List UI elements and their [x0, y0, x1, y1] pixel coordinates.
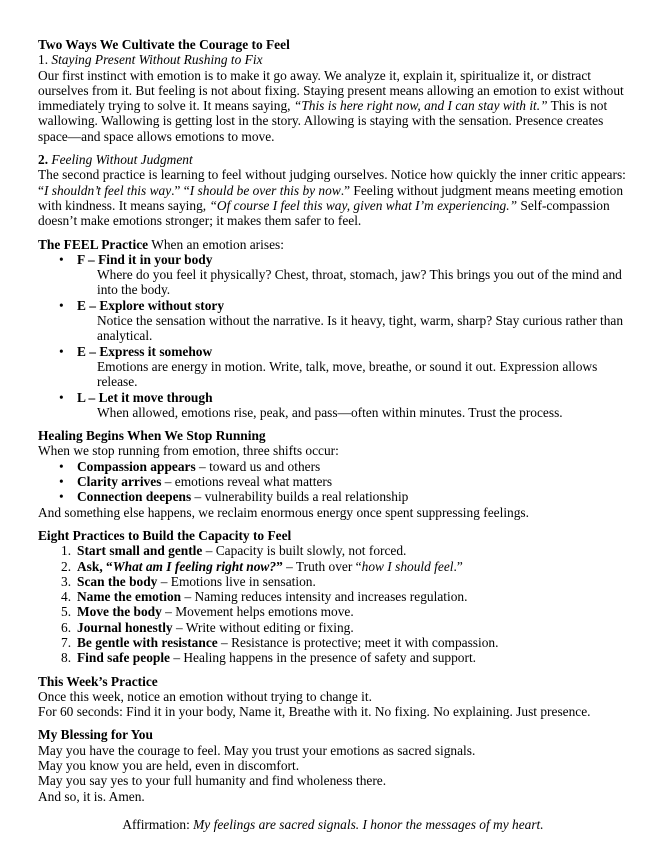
text-run: 3.: [61, 573, 72, 589]
text-run: 5.: [61, 604, 72, 620]
text-run: how I should feel: [361, 558, 454, 574]
text-run: .” “: [171, 182, 190, 198]
text-run: – Resistance is protective; meet it with compassion.: [217, 634, 499, 650]
paragraph-2: [38, 167, 628, 228]
list-item: [38, 459, 628, 474]
document-content: [38, 37, 628, 832]
blessing-line: May you know you are held, even in discomfort.: [38, 758, 300, 774]
list-item: [38, 474, 628, 489]
text-run: 2.: [38, 152, 49, 168]
text-run: Move the body: [77, 604, 162, 620]
text-run: Journal honestly: [77, 619, 173, 635]
text-run: My Blessing for You: [38, 727, 153, 743]
text-run: 6.: [61, 619, 72, 635]
text-run: Name the emotion: [77, 589, 182, 605]
healing-list: [38, 459, 628, 505]
text-run: 8.: [61, 650, 72, 666]
text-run: – emotions reveal what matters: [161, 474, 333, 490]
text-run: – vulnerability builds a real relationship: [191, 489, 409, 505]
list-item: [38, 589, 628, 604]
list-item: [38, 635, 628, 650]
text-run: 2.: [61, 558, 72, 574]
text-run: “This is here right now, and I can stay with it.”: [293, 98, 548, 114]
text-run: I shouldn’t feel this way: [43, 182, 172, 198]
text-run: Staying Present Without Rushing to Fix: [51, 52, 263, 68]
subheading-2: [38, 152, 628, 167]
healing-intro: When we stop running from emotion, three shifts occur:: [38, 443, 339, 459]
healing-outro: And something else happens, we reclaim enormous energy once spent suppressing feelings.: [38, 504, 529, 520]
feel-heading: [38, 237, 628, 252]
text-run: The FEEL Practice: [38, 236, 149, 252]
list-item: [38, 650, 628, 665]
text-run: .” Feeling without judgment means meeting emotion with kindness. It means saying,: [38, 182, 624, 213]
week-heading: [38, 674, 628, 689]
feel-list: [38, 252, 628, 420]
blessing-line: And so, it is. Amen.: [38, 788, 145, 804]
text-run: This Week’s Practice: [38, 673, 158, 689]
week-line: For 60 seconds: Find it in your body, Name it, Breathe with it. No fixing. No explaining. Just presence.: [38, 704, 591, 720]
text-run: Notice the sensation without the narrative. Is it heavy, tight, warm, sharp? Stay curious rather than analytical.: [97, 313, 624, 344]
text-run: 1.: [38, 52, 52, 68]
blessing-line: May you have the courage to feel. May you trust your emotions as sacred signals.: [38, 742, 476, 758]
text-run: – Emotions live in sensation.: [157, 573, 316, 589]
section-title: [38, 37, 628, 52]
text-run: Compassion appears: [77, 458, 196, 474]
text-run: Start small and gentle: [77, 543, 203, 559]
text-run: – Movement helps emotions move.: [161, 604, 354, 620]
text-run: – toward us and others: [195, 458, 321, 474]
blessing-heading: [38, 727, 628, 742]
text-run: Emotions are energy in motion. Write, talk, move, breathe, or sound it out. Expression allows release.: [97, 358, 598, 390]
text-run: – Truth over “: [282, 558, 362, 574]
text-run: Our first instinct with emotion is to make it go away. We analyze it, explain it, spiritualize it, or distract ourselves from it. But feeling is not about fixing. Staying present means allowing an emotion to exist without immediately trying to solve it. It means saying,: [38, 67, 624, 114]
list-item: [38, 390, 628, 421]
list-item: [38, 252, 628, 298]
list-item: [38, 543, 628, 558]
subheading-1: [38, 52, 628, 67]
text-run: Affirmation:: [122, 816, 194, 832]
text-run: – Write without editing or fixing.: [172, 619, 354, 635]
text-run: F – Find it in your body: [77, 251, 213, 267]
text-run: I should be over this by now: [189, 182, 341, 198]
week-line: Once this week, notice an emotion without trying to change it.: [38, 688, 372, 704]
text-run: Where do you feel it physically? Chest, throat, stomach, jaw? This brings you out of the mind and into the body.: [97, 267, 622, 298]
text-run: Clarity arrives: [77, 474, 162, 490]
text-run: – Healing happens in the presence of safety and support.: [170, 650, 477, 666]
text-run: 7.: [61, 634, 72, 650]
text-run: My feelings are sacred signals. I honor the messages of my heart.: [193, 816, 544, 832]
text-run: Feeling Without Judgment: [48, 152, 193, 168]
list-item: [38, 344, 628, 390]
text-run: When an emotion arises:: [148, 236, 284, 252]
text-run: E – Express it somehow: [77, 343, 213, 359]
text-run: Healing Begins When We Stop Running: [38, 428, 266, 444]
text-run: ”: [276, 558, 283, 574]
eight-heading: [38, 528, 628, 543]
paragraph-1: [38, 68, 628, 144]
list-item: [38, 559, 628, 574]
healing-heading: [38, 428, 628, 443]
text-run: Two Ways We Cultivate the Courage to Feel: [38, 37, 290, 52]
text-run: Be gentle with resistance: [77, 634, 218, 650]
text-run: Self-compassion doesn’t make emotions stronger; it makes them safer to feel.: [38, 197, 610, 229]
list-item: [38, 298, 628, 344]
list-item: [38, 489, 628, 504]
text-run: Connection deepens: [77, 489, 192, 505]
text-run: Find safe people: [77, 650, 170, 666]
text-run: – Capacity is built slowly, not forced.: [202, 543, 407, 559]
list-item: [38, 620, 628, 635]
affirmation: [38, 817, 628, 832]
text-run: What am I feeling right now?: [112, 558, 277, 574]
text-run: L – Let it move through: [77, 389, 213, 405]
text-run: .”: [453, 558, 463, 574]
eight-list: [38, 543, 628, 665]
list-item: [38, 574, 628, 589]
text-run: This is not wallowing. Wallowing is getting lost in the story. Allowing is staying with the sensation. Presence creates space—and space allows emotions to move.: [38, 98, 608, 144]
text-run: The second practice is learning to feel without judging ourselves. Notice how quickly the inner critic appears: “: [38, 167, 626, 198]
text-run: 4.: [61, 589, 72, 605]
text-run: When allowed, emotions rise, peak, and pass—often within minutes. Trust the process.: [97, 404, 563, 420]
text-run: Ask, “: [77, 558, 113, 574]
list-item: [38, 604, 628, 619]
blessing-line: May you say yes to your full humanity and find wholeness there.: [38, 773, 387, 789]
text-run: “Of course I feel this way, given what I’m experiencing.”: [209, 197, 518, 213]
text-run: 1.: [61, 543, 72, 559]
text-run: E – Explore without story: [77, 297, 225, 313]
text-run: – Naming reduces intensity and increases regulation.: [181, 589, 468, 605]
text-run: Eight Practices to Build the Capacity to Feel: [38, 527, 292, 543]
text-run: Scan the body: [77, 573, 158, 589]
